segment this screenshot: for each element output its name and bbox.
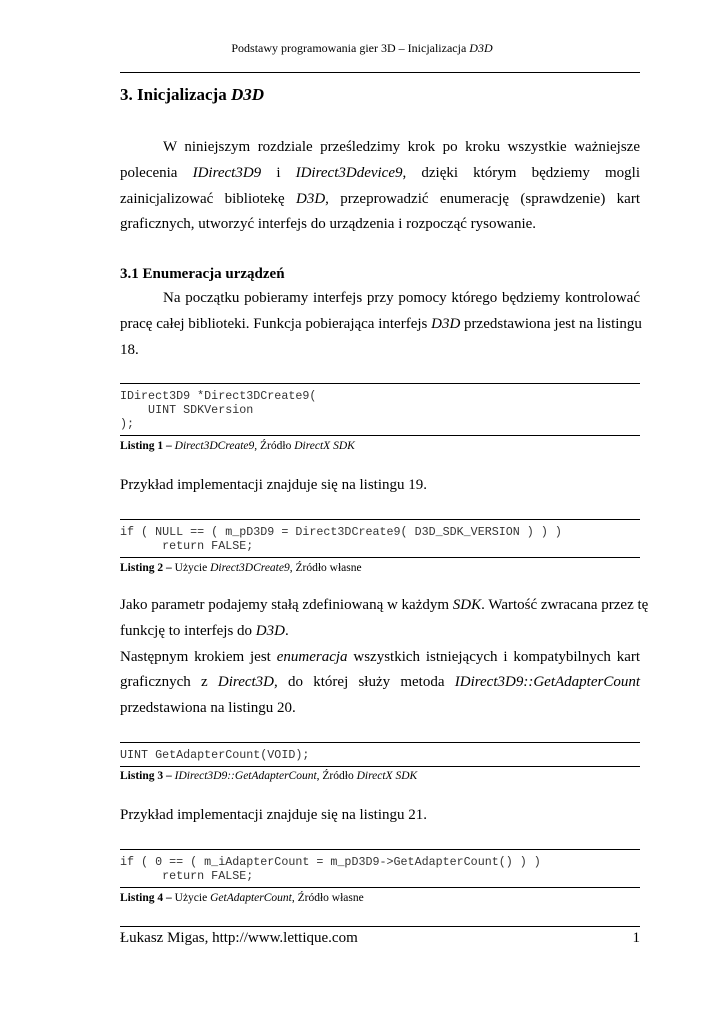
listing3-top-rule [120, 742, 640, 743]
listing1-top-rule [120, 383, 640, 384]
page-number: 1 [632, 930, 640, 946]
intro-paragraph: W niniejszym rozdziale prześledzimy krok po kroku wszystkie ważniejsze polecenia IDirect3D9 i IDirect3Ddevice9, dzięki którym będziemy mogli zainicjalizować bibliotekę D3D, przeprowadzić enumerację (sprawdzenie) kart graficznych, utworzyć interfejs do urządzenia i rozpocząć rysowanie. [120, 139, 641, 233]
listing3-caption: Listing 3 – IDirect3D9::GetAdapterCount, Źródło DirectX SDK [120, 770, 418, 782]
listing4-code: if ( 0 == ( m_iAdapterCount = m_pD3D9->GetAdapterCount() ) ) return FALSE; [120, 855, 541, 883]
listing1-caption: Listing 1 – Direct3DCreate9, Źródło DirectX SDK [120, 440, 355, 452]
listing4-top-rule [120, 849, 640, 850]
listing3-code: UINT GetAdapterCount(VOID); [120, 748, 310, 762]
header-rule [120, 72, 640, 73]
listing2-bottom-rule [120, 557, 640, 558]
listing1-code: IDirect3D9 *Direct3DCreate9( UINT SDKVersion ); [120, 389, 317, 431]
footer-author: Łukasz Migas, http://www.lettique.com [120, 930, 358, 946]
listing2-code: if ( NULL == ( m_pD3D9 = Direct3DCreate9( D3D_SDK_VERSION ) ) ) return FALSE; [120, 525, 562, 553]
footer-rule [120, 926, 640, 927]
listing3-bottom-rule [120, 766, 640, 767]
section-title: 3. Inicjalizacja D3D [120, 85, 265, 104]
param-paragraph: Jako parametr podajemy stałą zdefiniowaną w każdym SDK. Wartość zwracana przez tę funkcję to interfejs do D3D. Następnym krokiem jest enumeracja wszystkich istniejących i kompatybilnych kart graficznych z Direct3D, do której służy metoda IDirect3D9::GetAdapterCount przedstawiona na listingu 20. [120, 597, 649, 717]
listing19-paragraph: Przykład implementacji znajduje się na listingu 19. [120, 477, 428, 493]
listing4-bottom-rule [120, 887, 640, 888]
running-header: Podstawy programowania gier 3D – Inicjalizacja D3D [231, 41, 493, 55]
listing2-top-rule [120, 519, 640, 520]
listing4-caption: Listing 4 – Użycie GetAdapterCount, Źródło własne [120, 892, 364, 904]
listing21-paragraph: Przykład implementacji znajduje się na listingu 21. [120, 807, 428, 823]
subsection-title: 3.1 Enumeracja urządzeń [120, 266, 285, 282]
listing2-caption: Listing 2 – Użycie Direct3DCreate9, Źródło własne [120, 562, 362, 574]
listing1-bottom-rule [120, 435, 640, 436]
enum-paragraph: Na początku pobieramy interfejs przy pomocy którego będziemy kontrolować pracę całej biblioteki. Funkcja pobierająca interfejs D3D przedstawiona jest na listingu 18. [120, 290, 642, 358]
